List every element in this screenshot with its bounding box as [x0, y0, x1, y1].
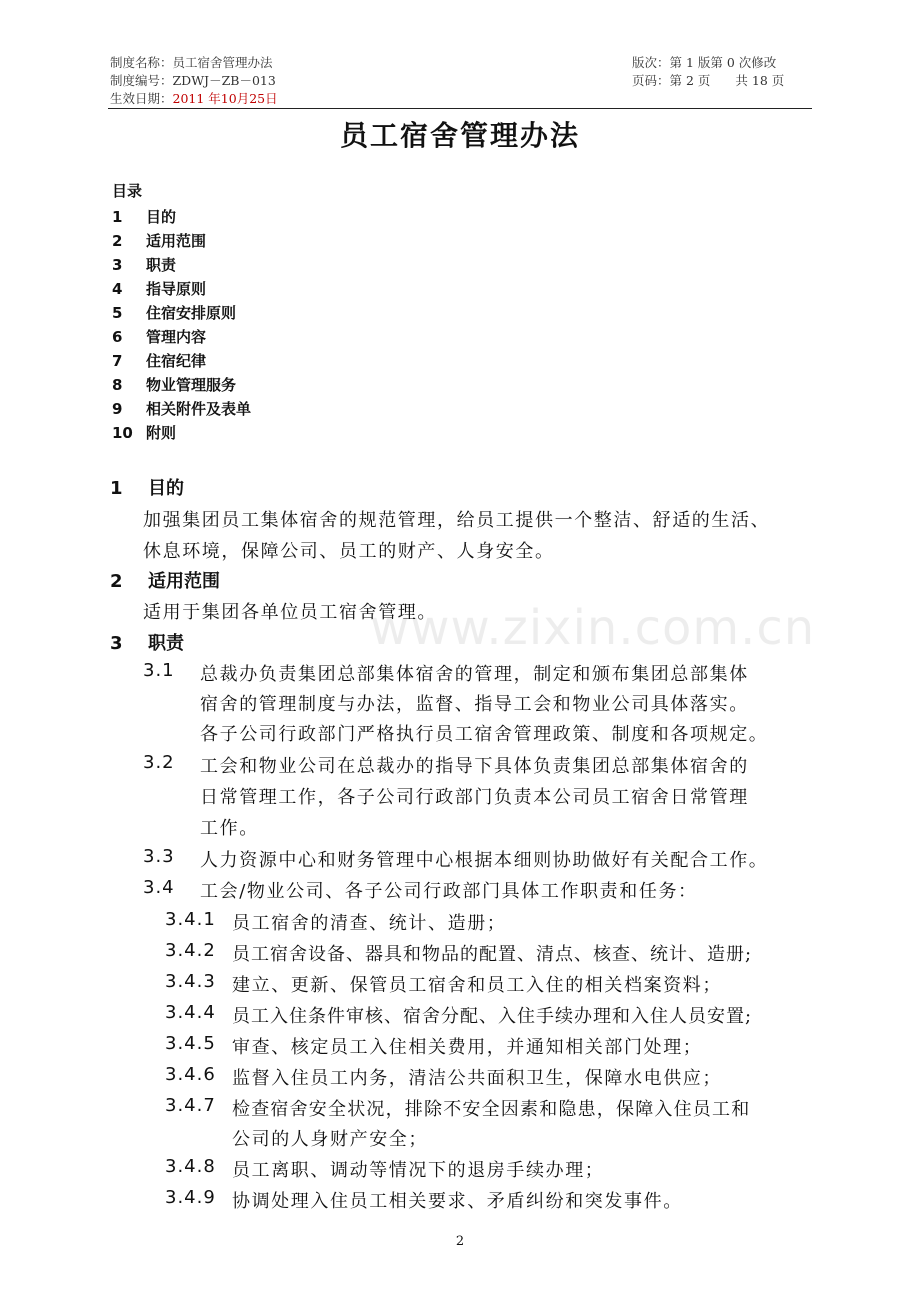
doc-code: 制度编号：ZDWJ－ZB－013	[110, 73, 276, 88]
subitem-number: 3.4.6	[165, 1064, 216, 1085]
paragraph-line: 宿舍的管理制度与办法，监督、指导工会和物业公司具体落实。	[200, 694, 749, 715]
paragraph-line: 员工离职、调动等情况下的退房手续办理；	[232, 1160, 605, 1181]
toc-item[interactable]: 4 指导原则	[112, 280, 207, 298]
paragraph-line: 员工宿舍设备、器具和物品的配置、清点、核查、统计、造册;	[232, 944, 753, 965]
subitem-number: 3.4.5	[165, 1033, 216, 1054]
header-row-3	[110, 90, 810, 108]
header-row-2	[110, 72, 810, 90]
paragraph-line: 日常管理工作，各子公司行政部门负责本公司员工宿舍日常管理	[200, 787, 749, 808]
paragraph-line: 适用于集团各单位员工宿舍管理。	[143, 602, 437, 623]
section-heading-3: 3 职责	[110, 633, 184, 654]
toc-item[interactable]: 9 相关附件及表单	[112, 400, 252, 418]
paragraph-line: 各子公司行政部门严格执行员工宿舍管理政策、制度和各项规定。	[200, 724, 769, 745]
paragraph-line: 工会/物业公司、各子公司行政部门具体工作职责和任务：	[200, 881, 698, 902]
doc-name: 制度名称：员工宿舍管理办法	[110, 55, 273, 70]
item-number: 3.2	[143, 752, 175, 773]
subitem-number: 3.4.3	[165, 971, 216, 992]
item-number: 3.1	[143, 660, 175, 681]
doc-version: 版次：第 1 版第 0 次修改	[632, 55, 777, 70]
page-number: 2	[455, 1234, 465, 1249]
paragraph-line: 协调处理入住员工相关要求、矛盾纠纷和突发事件。	[232, 1191, 683, 1212]
toc-item[interactable]: 10 附则	[112, 424, 177, 442]
toc-item[interactable]: 2 适用范围	[112, 232, 207, 250]
paragraph-line: 公司的人身财产安全；	[232, 1129, 428, 1150]
toc-item[interactable]: 5 住宿安排原则	[112, 304, 237, 322]
doc-page-info: 页码：第 2 页 共 18 页	[632, 73, 785, 88]
paragraph-line: 员工入住条件审核、宿舍分配、入住手续办理和入住人员安置;	[232, 1006, 753, 1027]
header-row-1	[110, 54, 810, 72]
paragraph-line: 加强集团员工集体宿舍的规范管理，给员工提供一个整洁、舒适的生活、	[143, 510, 771, 531]
paragraph-line: 工会和物业公司在总裁办的指导下具体负责集团总部集体宿舍的	[200, 756, 749, 777]
item-number: 3.4	[143, 877, 175, 898]
section-heading-2: 2 适用范围	[110, 571, 220, 592]
subitem-number: 3.4.1	[165, 909, 216, 930]
toc-item[interactable]: 8 物业管理服务	[112, 376, 237, 394]
watermark: www.zixin.com.cn	[370, 600, 816, 656]
subitem-number: 3.4.9	[165, 1187, 216, 1208]
toc-item[interactable]: 3 职责	[112, 256, 177, 274]
paragraph-line: 总裁办负责集团总部集体宿舍的管理，制定和颁布集团总部集体	[200, 664, 749, 685]
doc-date-value: 2011 年10月25日	[172, 91, 278, 106]
toc-item[interactable]: 6 管理内容	[112, 328, 207, 346]
paragraph-line: 人力资源中心和财务管理中心根据本细则协助做好有关配合工作。	[200, 850, 769, 871]
header-divider	[108, 108, 812, 109]
paragraph-line: 工作。	[200, 818, 259, 839]
paragraph-line: 员工宿舍的清查、统计、造册；	[232, 913, 507, 934]
section-heading-1: 1 目的	[110, 478, 184, 499]
subitem-number: 3.4.8	[165, 1156, 216, 1177]
doc-date-label: 生效日期：	[110, 91, 173, 106]
paragraph-line: 休息环境，保障公司、员工的财产、人身安全。	[143, 541, 555, 562]
subitem-number: 3.4.4	[165, 1002, 216, 1023]
paragraph-line: 审查、核定员工入住相关费用，并通知相关部门处理；	[232, 1037, 703, 1058]
page-title: 员工宿舍管理办法	[339, 119, 580, 152]
toc-item[interactable]: 7 住宿纪律	[112, 352, 207, 370]
paragraph-line: 检查宿舍安全状况，排除不安全因素和隐患，保障入住员工和	[232, 1099, 751, 1120]
subitem-number: 3.4.7	[165, 1095, 216, 1116]
paragraph-line: 建立、更新、保管员工宿舍和员工入住的相关档案资料；	[232, 975, 722, 996]
item-number: 3.3	[143, 846, 175, 867]
subitem-number: 3.4.2	[165, 940, 216, 961]
toc-heading: 目录	[112, 182, 143, 200]
paragraph-line: 监督入住员工内务，清洁公共面积卫生，保障水电供应；	[232, 1068, 722, 1089]
toc-item[interactable]: 1 目的	[112, 208, 177, 226]
